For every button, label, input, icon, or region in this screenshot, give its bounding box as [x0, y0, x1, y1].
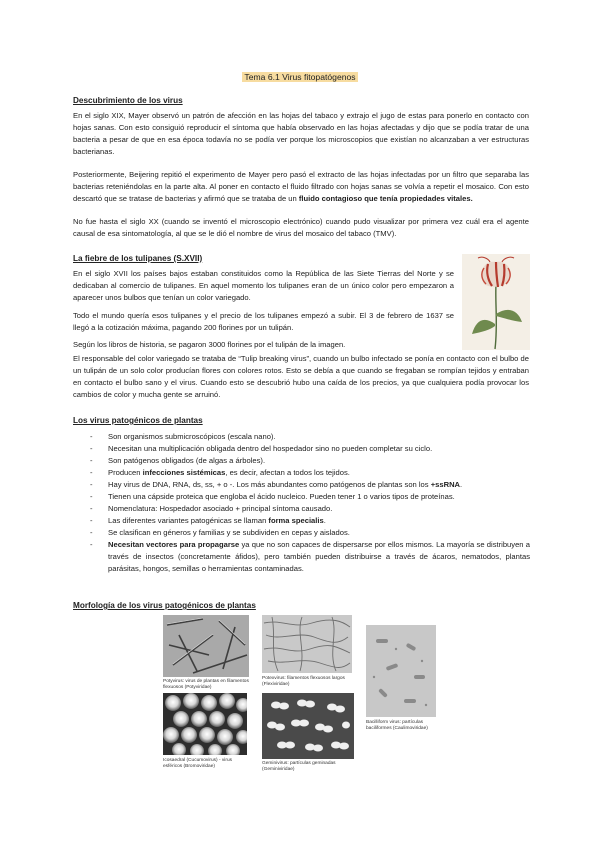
caption-5: Bacilliform virus: partículas baciliformes (Caulimoviridae)	[366, 720, 428, 731]
micrograph-geminivirus	[262, 693, 354, 759]
micrograph-bacilliform	[366, 625, 436, 717]
list-item: - Nomenclatura: Hospedador asociado + principal síntoma causado.	[90, 503, 530, 515]
micrograph-potyvirus	[163, 615, 249, 677]
caption-1: Potyvirus: virus de plantas en filamentos flexuosos (Potyviridae)	[163, 679, 249, 690]
paragraph-tulips-2: Todo el mundo quería esos tulipanes y el precio de los tulipanes empezó a subir. El 3 de febrero de 1637 se llegó a la cotización máxima, pagando 200 florines por un tulipán.	[73, 311, 454, 332]
list-item: - Son patógenos obligados (de algas a árboles).	[90, 455, 530, 467]
paragraph-tulips-4: El responsable del color variegado se trataba de “Tulip breaking virus”, cuando un bulbo infectado se ponía en contacto con el bulbo de un tulipán de un solo color producían flores con colores rotos. Esto se debía a que cuando se fregaban se rompían tejidos y entraban en contacto el bulbo sano y el virus. Cuando esto se descubrió hubo una caída de los precios, ya que cualquiera podía provocar los cambios de color y mucha gente se arruinó.	[73, 354, 529, 399]
tulip-illustration	[462, 254, 530, 350]
list-item: - Se clasifican en géneros y familias y se subdividen en cepas y aislados.	[90, 527, 530, 539]
list-item: - Hay virus de DNA, RNA, ds, ss, + o -. Los más abundantes como patógenos de plantas son los +ssRNA.	[90, 479, 530, 491]
list-item: - Producen infecciones sistémicas, es decir, afectan a todos los tejidos.	[90, 467, 530, 479]
list-item: - Las diferentes variantes patogénicas se llaman forma specialis.	[90, 515, 530, 527]
paragraph-tulips-3: Según los libros de historia, se pagaron 3000 florines por el tulipán de la imagen.	[73, 340, 346, 349]
heading-tulips: La fiebre de los tulipanes (S.XVII)	[73, 254, 203, 263]
paragraph-discovery-3: No fue hasta el siglo XX (cuando se inventó el microscopio electrónico) cuando pudo visualizar por primera vez cuál era el agente causal de esa sintomatología, al que se le dió el nombre de virus del mosaico del tabaco (TMV).	[73, 217, 529, 238]
list-item: - Tienen una cápside proteica que engloba el ácido nucleico. Pueden tener 1 o varios tipos de proteínas.	[90, 491, 530, 503]
heading-pathogenic: Los virus patogénicos de plantas	[73, 416, 203, 425]
caption-4: Geminivirus: partículas geminadas (Geminiviridae)	[262, 761, 336, 772]
micrograph-potexvirus	[262, 615, 352, 673]
page-title: Tema 6.1 Virus fitopatógenos	[244, 72, 356, 82]
paragraph-tulips-1: En el siglo XVII los países bajos estaban constituidos como la República de las Siete Tierras del Norte y se dedicaban al comercio de tulipanes. En aquel momento los tulipanes eran de un único color pero empezaron a aparecer unos bulbos que tenían un color variegado.	[73, 269, 454, 302]
pathogenic-list	[90, 431, 530, 575]
paragraph-discovery-2: Posteriormente, Beijering repitió el experimento de Mayer pero pasó el extracto de las hojas infectadas por un filtro que separaba las bacterias reteniéndolas en la parte alta. Al poner en contacto el fluido filtrado con hojas sanas se volvía a repetir el mosaico. Con esto descartó que se tratase de bacterias y afirmó que se trataba de un fluido contagioso que tenía propiedades vitales.	[73, 170, 529, 203]
heading-morphology: Morfología de los virus patogénicos de plantas	[73, 601, 256, 610]
list-item: - Son organismos submicroscópicos (escala nano).	[90, 431, 530, 443]
micrograph-icosahedral	[163, 693, 247, 755]
caption-3: Icosaedral (Cucumovirus) - virus esféricos (Bromoviridae)	[163, 758, 233, 769]
list-item: - Necesitan vectores para propagarse ya que no son capaces de dispersarse por ellos mismos. La mayoría se distribuyen a través de insectos (concretamente áfidos), pero también pueden distribuirse a través de ácaros, nematodos, plantas parásitas, hongos, semillas o herramientas contaminadas.	[90, 539, 530, 575]
paragraph-discovery-1: En el siglo XIX, Mayer observó un patrón de afección en las hojas del tabaco y extrajo el jugo de estas para ponerlo en contacto con hojas sanas. Con esto consiguió reproducir el síntoma que había observado en las hojas afectadas y dijo que se podía tratar de una bacteria a pesar de que en esa época todavía no se podía ver porque los microscopios que existían no alcanzaban a ver estructuras bacterianas.	[73, 111, 529, 156]
caption-2: Potexvirus: filamentos flexuosos largos (Flexiviridae)	[262, 676, 345, 687]
heading-discovery: Descubrimiento de los virus	[73, 96, 183, 105]
list-item: - Necesitan una multiplicación obligada dentro del hospedador sino no pueden completar su ciclo.	[90, 443, 530, 455]
